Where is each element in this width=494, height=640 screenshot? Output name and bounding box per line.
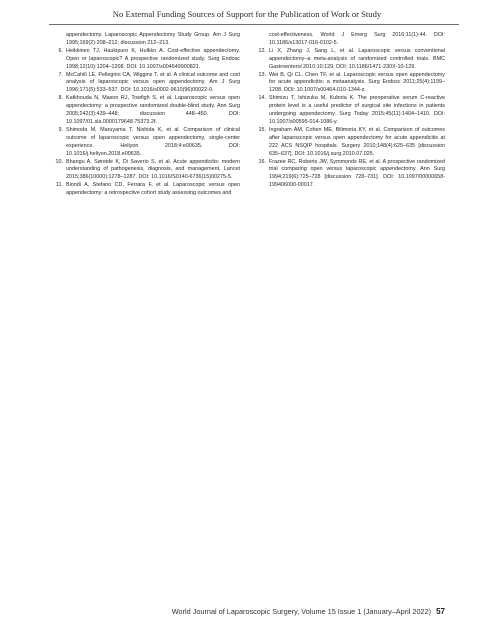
reference-item [52, 95, 240, 127]
reference-item [52, 48, 240, 72]
reference-item [52, 159, 240, 183]
reference-number: 16. [258, 158, 266, 165]
reference-continuation: cost-effectiveness. World J Emerg Surg 2016;11(1):44. DOI: 10.1186/s13017-016-0102-5. [269, 32, 445, 46]
reference-number: 9. [58, 126, 63, 133]
reference-item [255, 95, 445, 127]
reference-item [52, 127, 240, 159]
reference-text: Shimoda M, Maruyama T, Nishida K, et al. Comparison of clinical outcome of laparoscopic versus open appendectomy, single-center experience. Heliyon 2018;4:e00635. DOI: 10.1016/j.heliyon.2018.e00635. [66, 126, 240, 157]
journal-citation-line: World Journal of Laparoscopic Surgery, Volume 15 Issue 1 (January–April 2022) [171, 607, 432, 616]
reference-text: Li X, Zhang J, Sang L, et al. Laparoscopic versus conventional appendectomy–a meta-analysis of randomized controlled trials. BMC Gastroenterol 2010;10:129. DOI: 10.1186/1471-230X-10-129. [269, 47, 445, 70]
reference-item [52, 182, 240, 198]
reference-number: 13. [258, 71, 266, 78]
reference-continuation: appendectomy. Laparoscopic Appendectomy Study Group. Am J Surg 1995;169(2):208–212; discussion 212–213. [66, 32, 240, 46]
running-header: No External Funding Sources of Support for the Publication of Work or Study [112, 9, 382, 19]
reference-item [255, 159, 445, 191]
reference-number: 8. [58, 95, 63, 102]
page-footer [172, 607, 445, 616]
reference-text: Shimizu T, Ishizuka M, Kubota K. The preoperative serum C-reactive protein level is a useful predictor of surgical site infections in patients undergoing appendectomy. Surg Today 2015;45(11):1404–1410. DOI: 10.1007/s00595-014-1086-y. [269, 95, 445, 125]
reference-number: 11. [55, 182, 63, 189]
reference-number: 14. [258, 95, 266, 102]
references-right-column [255, 32, 445, 190]
reference-number: 15. [258, 126, 266, 133]
reference-text: Biondi A, Stefano CD, Ferrara F, et al. Laparoscopic versus open appendectomy: a retrospective cohort study assessing outcomes and [66, 182, 240, 197]
reference-text: Frazee RC, Roberts JW, Symmonds RE, et al. A prospective randomized trial comparing open versus laparoscopic appendectomy. Ann Surg 1994;219(6):725–728 [discussion 728–731]. DOI: 10.1097/00000658-199406000-00017. [269, 158, 445, 189]
reference-text: Heikkinen TJ, Haukipuro K, Hulkko A. Cost-effective appendectomy. Open or laparoscopic? A prospective randomized study. Surg Endosc 1998;12(10):1204–1208. DOI: 10.1007/s004649900821. [66, 47, 240, 70]
reference-item [52, 72, 240, 96]
reference-text: Bhangu A, Søreide K, Di Saverio S, et al. Acute appendicitis: modern understanding of pathogenesis, diagnosis, and management. Lancet 2015;386(10000):1278–1287. DOI: 10.1016/S0140-6736(15)00275-5. [66, 158, 240, 181]
references-left-column [52, 32, 240, 198]
reference-number: 6. [58, 47, 63, 54]
reference-text: McCahill LE, Pellegrini CA, Wiggins T, et al. A clinical outcome and cost analysis of laparoscopic versus open appendectomy. Am J Surg 1996;171(5):533–537. DOI: 10.1016/s0002-9610(96)00022-0. [66, 71, 240, 94]
reference-item [255, 48, 445, 72]
reference-number: 7. [58, 71, 63, 78]
reference-text: Ingraham AM, Cohen ME, Bilimoria KY, et al. Comparison of outcomes after laparoscopic versus open appendectomy for acute appendicitis at 222 ACS NSQIP hospitals. Surgery 2010;148(4):625–635 [discussion 635–637]. DOI: 10.1016/j.surg.2010.07.025. [269, 126, 445, 157]
reference-item [255, 127, 445, 159]
reference-item [255, 72, 445, 96]
reference-number: 12. [258, 47, 266, 54]
reference-number: 10. [55, 158, 63, 165]
header-rule [49, 24, 459, 25]
reference-text: Wei B, Qi CL, Chen TF, et al. Laparoscopic versus open appendectomy for acute appendicitis: a metaanalysis. Surg Endosc 2011;25(4):1199–1208. DOI: 10.1007/s00464-010-1344-z. [269, 71, 445, 94]
reference-text: Katkhouda N, Mason RJ, Towfigh S, et al. Laparoscopic versus open appendectomy: a prospective randomized double-blind study. Ann Surg 2005;242(3):439–448; discussion 448–450. DOI: 10.1097/01.sla.0000179648.75373.2f. [66, 95, 240, 125]
page-number: 57 [436, 607, 445, 616]
